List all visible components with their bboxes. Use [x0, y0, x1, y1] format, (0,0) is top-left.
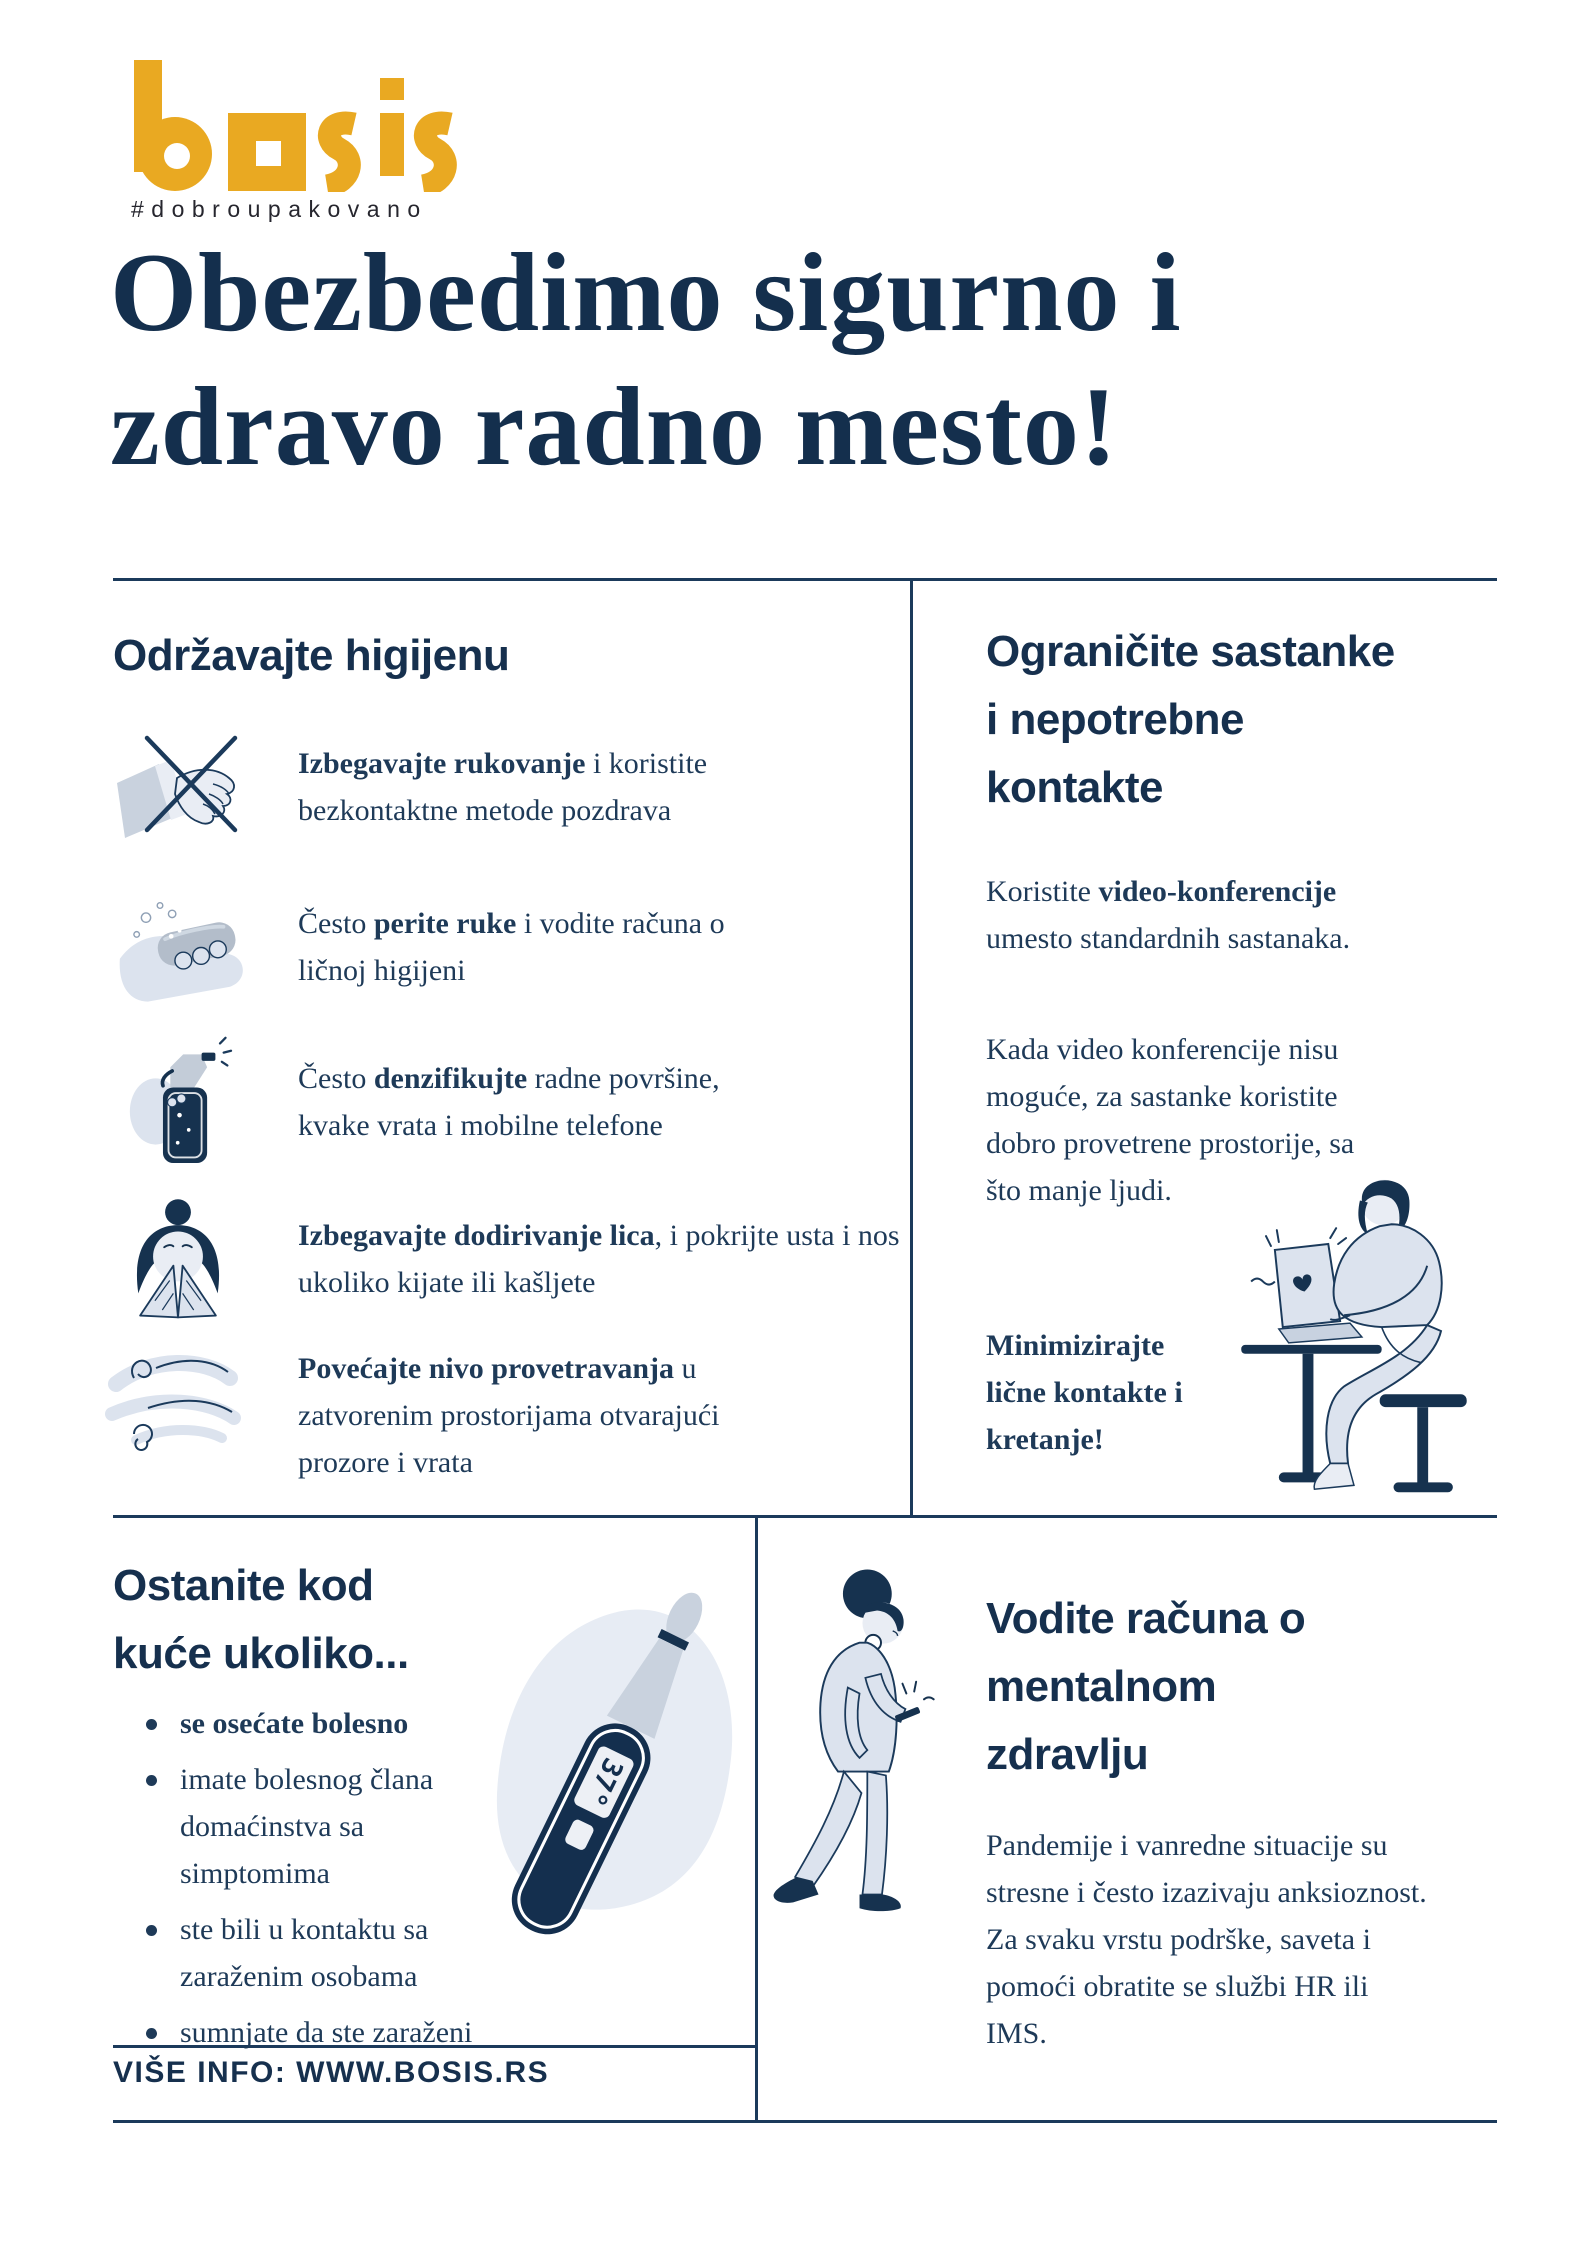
- meetings-paragraph-2: Kada video konferencije nisu moguće, za sastanke koristite dobro provetrene prostorije, sa što manje ljudi.: [986, 1033, 1355, 1207]
- divider-middle: [113, 1515, 1497, 1518]
- hygiene-heading: Održavajte higijenu: [113, 631, 510, 680]
- footer-info: VIŠE INFO: WWW.BOSIS.RS: [113, 2056, 550, 2089]
- hygiene-item-text: Često perite ruke i vodite računa o ličnoj higijeni: [298, 907, 725, 987]
- page-title: [110, 226, 1182, 494]
- bullet-item: se osećate bolesno: [128, 1700, 500, 1747]
- bosis-logo: [128, 60, 458, 192]
- hygiene-item-text: Izbegavajte rukovanje i koristite bezkontaktne metode pozdrava: [298, 747, 708, 827]
- meetings-paragraph-1: Koristite video-konferencije umesto standardnih sastanaka.: [986, 875, 1351, 955]
- meetings-heading: Ograničite sastanke i nepotrebne kontakte: [986, 627, 1395, 812]
- sneeze-icon: [118, 1192, 238, 1332]
- hygiene-item-text: Povećajte nivo provetravanja u zatvorenim prostorijama otvarajući prozore i vrata: [298, 1352, 720, 1479]
- stay-home-heading: Ostanite kod kuće ukoliko...: [113, 1561, 409, 1678]
- thermometer-reading: 37°: [578, 1752, 630, 1812]
- title-line-2: zdravo radno mesto!: [110, 365, 1119, 489]
- mental-heading: Vodite računa o mentalnom zdravlju: [986, 1594, 1306, 1779]
- walking-person-illustration: [758, 1562, 963, 1944]
- wash-hands-icon: [118, 890, 258, 1005]
- divider-bottom: [113, 2120, 1497, 2123]
- brand-hashtag: #dobroupakovano: [131, 196, 428, 222]
- hygiene-item-text: Izbegavajte dodirivanje lica, i pokrijte usta i nos ukoliko kijate ili kašljete: [298, 1219, 900, 1299]
- bullet-item: ste bili u kontaktu sa zaraženim osobama: [128, 1906, 500, 2000]
- divider-top: [113, 578, 1497, 581]
- remote-work-illustration: [1232, 1155, 1472, 1511]
- hygiene-item-text: Često denzifikujte radne površine, kvake vrata i mobilne telefone: [298, 1062, 720, 1142]
- spray-bottle-icon: [128, 1022, 243, 1177]
- divider-vertical-upper: [910, 578, 913, 1518]
- mental-paragraph: Pandemije i vanredne situacije su stresne i često izazivaju anksioznost. Za svaku vrstu podrške, saveta i pomoći obratite se službi HR ili IMS.: [986, 1829, 1427, 2050]
- title-line-1: Obezbedimo sigurno i: [110, 231, 1182, 355]
- wind-icon: [104, 1348, 254, 1458]
- no-handshake-icon: [112, 728, 262, 840]
- stay-home-bullets: [128, 1700, 488, 2065]
- bullet-item: imate bolesnog člana domaćinstva sa simptomima: [128, 1756, 500, 1897]
- meetings-emphasis: Minimizirajte lične kontakte i kretanje!: [986, 1329, 1183, 1456]
- bullet-item: sumnjate da ste zaraženi: [128, 2009, 500, 2056]
- thermometer-illustration: [438, 1560, 768, 2008]
